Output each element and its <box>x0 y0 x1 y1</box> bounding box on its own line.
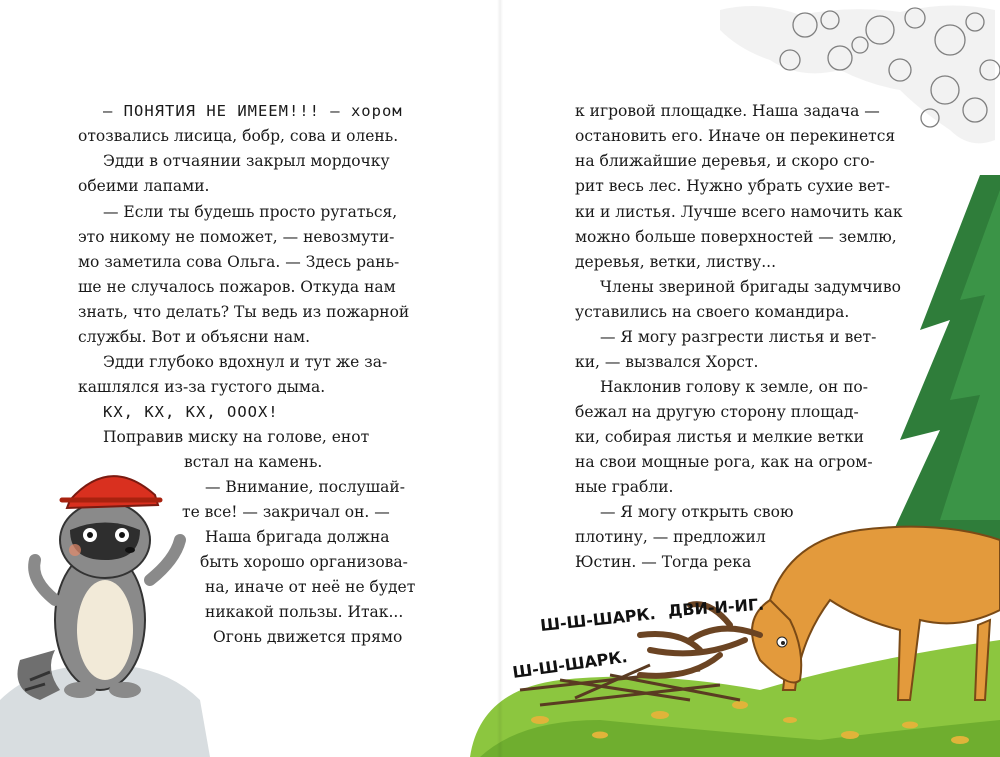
text-line: на свои мощные рога, как на огром- <box>575 453 873 471</box>
text-line: к игровой площадке. Наша задача — <box>575 102 880 120</box>
text-line: те все! — закричал он. — <box>182 503 390 521</box>
text-line: плотину, — предложил <box>575 528 766 546</box>
right-page <box>500 0 1000 757</box>
text-line: на ближайшие деревья, и скоро сго- <box>575 152 875 170</box>
text-line: мо заметила сова Ольга. — Здесь рань- <box>78 253 400 271</box>
text-line: на, иначе от неё не будет <box>205 578 416 596</box>
text-line: встал на камень. <box>184 453 323 471</box>
text-line: ки, — вызвался Хорст. <box>575 353 759 371</box>
text-line: можно больше поверхностей — землю, <box>575 228 897 246</box>
text-line: — Я могу разгрести листья и вет- <box>600 328 877 346</box>
text-line: ные грабли. <box>575 478 674 496</box>
text-line: Поправив миску на голове, енот <box>103 428 370 446</box>
text-line: службы. Вот и объясни нам. <box>78 328 311 346</box>
text-line: Юстин. — Тогда река <box>575 553 752 571</box>
text-line: быть хорошо организова- <box>200 553 408 571</box>
text-line: знать, что делать? Ты ведь из пожарной <box>78 303 410 321</box>
text-line: отозвались лисица, бобр, сова и олень. <box>78 127 399 145</box>
text-line: ше не случалось пожаров. Откуда нам <box>78 278 396 296</box>
text-line: ки и листья. Лучше всего намочить как <box>575 203 903 221</box>
text-line: Эдди глубоко вдохнул и тут же за- <box>103 353 388 371</box>
text-line: — Я могу открыть свою <box>600 503 794 521</box>
text-line: кашлялся из-за густого дыма. <box>78 378 326 396</box>
text-line: никакой пользы. Итак... <box>205 603 404 621</box>
text-line: остановить его. Иначе он перекинется <box>575 127 896 145</box>
text-line: КХ, КХ, КХ, ОООХ! <box>103 403 279 421</box>
text-line: бежал на другую сторону площад- <box>575 403 859 421</box>
text-line: деревья, ветки, листву... <box>575 253 777 271</box>
text-line: ки, собирая листья и мелкие ветки <box>575 428 864 446</box>
sound-effect: Ш-Ш-ШАРК. <box>539 603 657 636</box>
text-line: Наша бригада должна <box>205 528 390 546</box>
text-line: рит весь лес. Нужно убрать сухие вет- <box>575 177 890 195</box>
text-line: Наклонив голову к земле, он по- <box>600 378 869 396</box>
sound-effect: ДВИ-И-ИГ. <box>667 594 765 621</box>
text-line: Эдди в отчаянии закрыл мордочку <box>103 152 390 170</box>
sound-effect: Ш-Ш-ШАРК. <box>511 647 629 682</box>
text-line: обеими лапами. <box>78 177 210 195</box>
text-line: уставились на своего командира. <box>575 303 850 321</box>
text-line: Огонь движется прямо <box>213 628 403 646</box>
text-line: это никому не поможет, — невозмути- <box>78 228 395 246</box>
text-line: — Внимание, послушай- <box>205 478 405 496</box>
text-line: — Если ты будешь просто ругаться, <box>103 203 398 221</box>
text-line: Члены звериной бригады задумчиво <box>600 278 901 296</box>
text-line: — ПОНЯТИЯ НЕ ИМЕЕМ!!! — хором <box>103 102 403 120</box>
